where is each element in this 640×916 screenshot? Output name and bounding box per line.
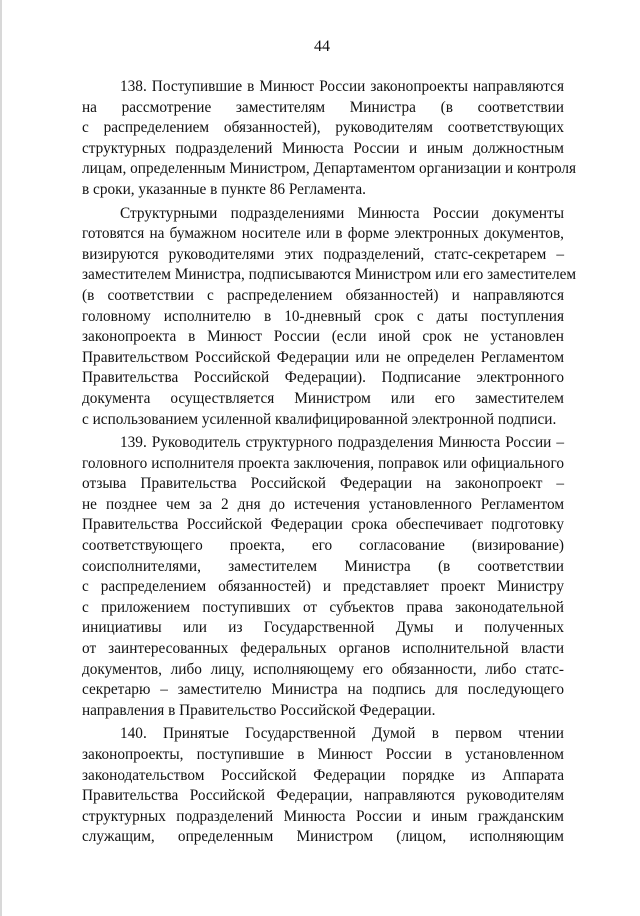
- text-line: головному исполнителю в 10-дневный срок с даты поступления: [82, 307, 564, 325]
- text-line: законопроекта в Минюст России (если иной срок не установлен: [82, 328, 564, 346]
- text-line: законопроекты, поступившие в Минюст России в установленном: [82, 746, 564, 763]
- page-number: 44: [314, 38, 330, 55]
- text-line: инициативы или из Государственной Думы и полученных: [82, 619, 564, 637]
- text-line: направления в Правительство Российской Федерации.: [82, 701, 436, 719]
- text-line: документа осуществляется Министром или его заместителем: [82, 389, 564, 407]
- text-line: не позднее чем за 2 дня до истечения установленного Регламентом: [82, 495, 564, 513]
- text-line: Правительством Российской Федерации или не определен Регламентом: [82, 348, 564, 366]
- text-line: 139. Руководитель структурного подразделения Минюста России –: [120, 434, 564, 452]
- text-line: 140. Принятые Государственной Думой в первом чтении: [120, 725, 564, 743]
- text-line: секретарю – заместителю Министра на подпись для последующего: [82, 681, 564, 699]
- document-body: [82, 77, 577, 851]
- text-line: Правительства Российской Федерации). Подписание электронного: [82, 369, 564, 387]
- text-line: структурных подразделений Минюста России и иным должностным: [82, 139, 564, 157]
- text-line: от заинтересованных федеральных органов исполнительной власти: [82, 640, 564, 658]
- text-line: с распределением обязанностей), руководителям соответствующих: [82, 119, 564, 137]
- text-line: отзыва Правительства Российской Федерации на законопроект –: [82, 475, 564, 493]
- text-line: соисполнителями, заместителем Министра (в соответствии: [82, 557, 564, 575]
- text-line: (в соответствии с распределением обязанностей) и направляются: [82, 286, 564, 304]
- paragraph-140: [82, 724, 564, 848]
- text-line: на рассмотрение заместителям Министра (в соответствии: [82, 98, 564, 116]
- text-line: с распределением обязанностей) и представляет проект Министру: [82, 578, 564, 596]
- text-line: соответствующего проекта, его согласование (визирование): [82, 537, 564, 555]
- text-line: Правительства Российской Федерации, направляются руководителям: [82, 787, 564, 805]
- text-line: 138. Поступившие в Минюст России законопроекты направляются: [120, 78, 564, 95]
- paragraph-139: [82, 433, 564, 721]
- text-line: визируются руководителями этих подразделений, статс-секретарем –: [82, 245, 564, 263]
- text-line: лицам, определенным Министром, Департаментом организации и контроля: [82, 160, 577, 178]
- text-line: служащим, определенным Министром (лицом, исполняющим: [82, 828, 564, 846]
- text-line: с приложением поступивших от субъектов права законодательной: [82, 598, 564, 616]
- text-line: Правительства Российской Федерации срока обеспечивает подготовку: [82, 516, 564, 534]
- text-line: готовятся на бумажном носителе или в форме электронных документов,: [82, 225, 564, 243]
- text-line: структурных подразделений Минюста России и иным гражданским: [82, 807, 564, 825]
- text-line: в сроки, указанные в пункте 86 Регламента.: [82, 180, 367, 198]
- text-line: документов, либо лицу, исполняющему его обязанности, либо статс-: [82, 660, 564, 678]
- text-line: Структурными подразделениями Минюста России документы: [120, 204, 564, 222]
- paragraph-138: [82, 77, 577, 201]
- text-line: законодательством Российской Федерации порядке из Аппарата: [82, 766, 564, 784]
- text-line: заместителем Министра, подписываются Министром или его заместителем: [82, 266, 577, 284]
- paragraph-structural-units: [82, 204, 577, 431]
- text-line: с использованием усиленной квалифицированной электронной подписи.: [82, 410, 557, 428]
- text-line: головного исполнителя проекта заключения, поправок или официального: [82, 454, 564, 472]
